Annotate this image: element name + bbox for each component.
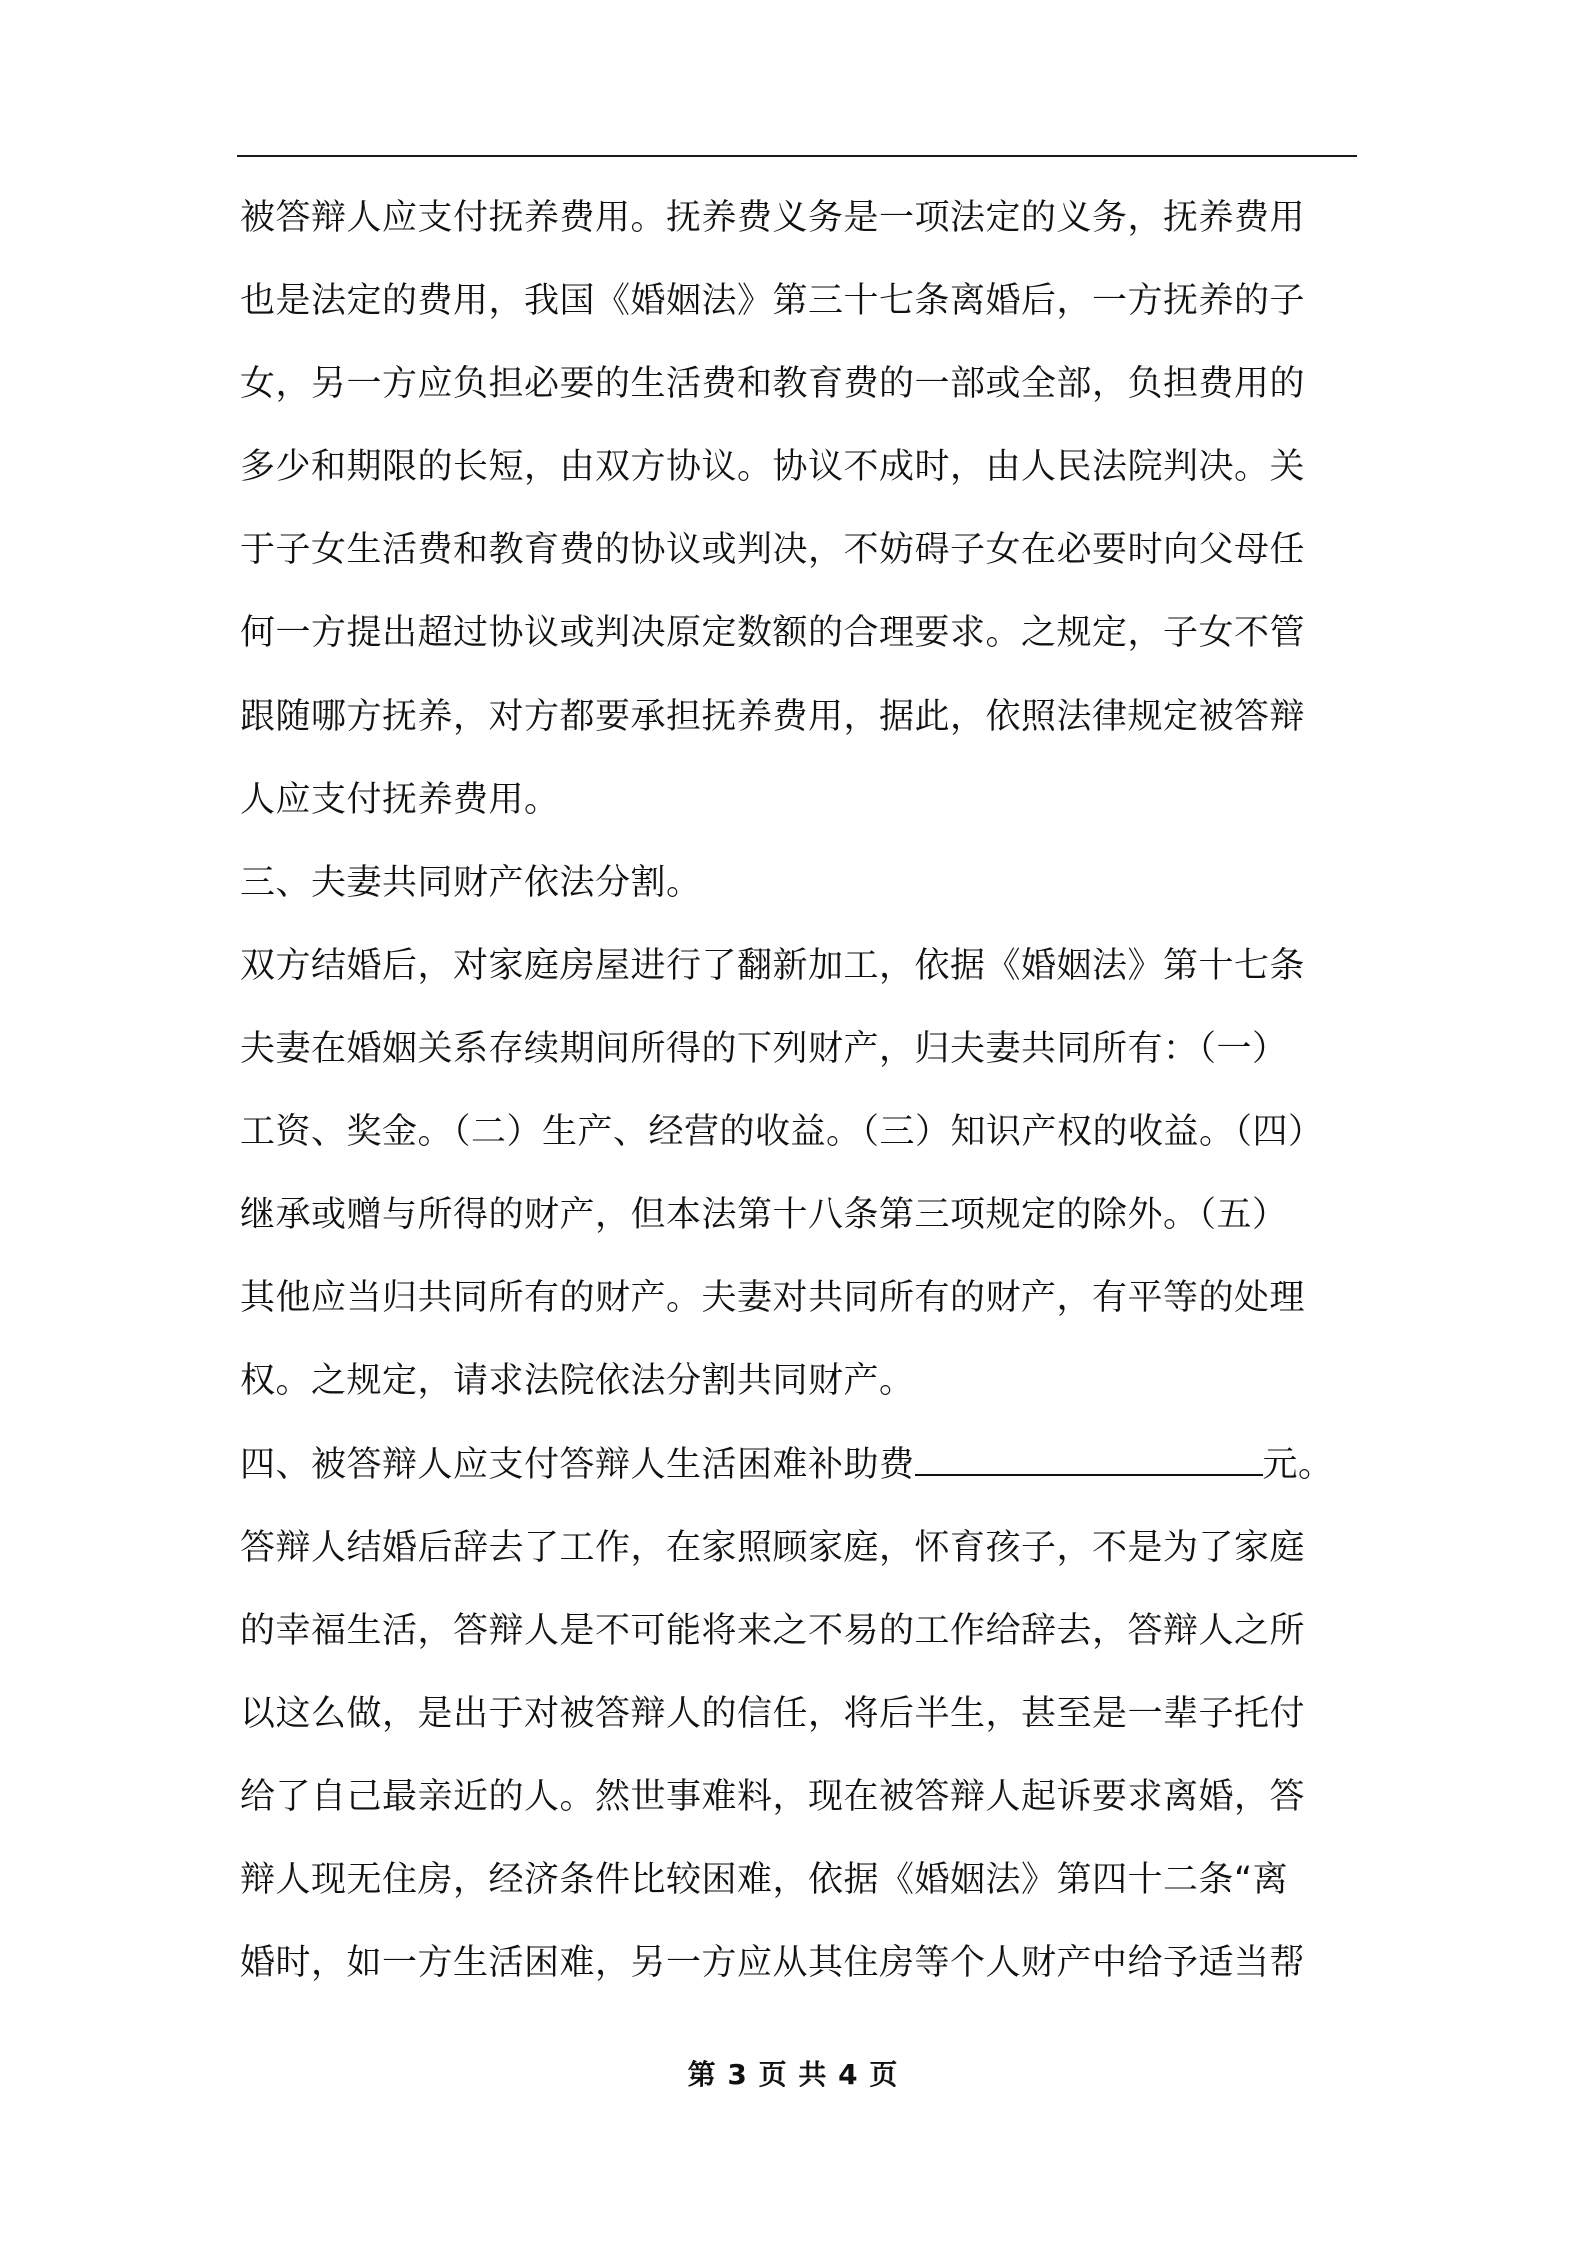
document-body — [240, 198, 1356, 2026]
text-line: 给了自己最亲近的人。然世事难料，现在被答辩人起诉要求离婚，答 — [240, 1776, 1306, 1817]
text-line: 其他应当归共同所有的财产。夫妻对共同所有的财产，有平等的处理 — [240, 1278, 1306, 1319]
text-line: 婚时，如一方生活困难，另一方应从其住房等个人财产中给予适当帮 — [240, 1942, 1306, 1983]
text-line: 也是法定的费用，我国《婚姻法》第三十七条离婚后，一方抚养的子 — [240, 281, 1306, 322]
text-line: 以这么做，是出于对被答辩人的信任，将后半生，甚至是一辈子托付 — [240, 1693, 1306, 1734]
item4-text: 四、被答辩人应支付答辩人生活困难补助费 — [240, 1445, 915, 1486]
text-line: 夫妻在婚姻关系存续期间所得的下列财产，归夫妻共同所有：（一） — [240, 1028, 1288, 1069]
text-line: 权。之规定，请求法院依法分割共同财产。 — [240, 1361, 915, 1402]
text-line: 工资、奖金。（二）生产、经营的收益。（三）知识产权的收益。（四） — [240, 1112, 1324, 1153]
page-number: 第 3 页 共 4 页 — [687, 2058, 899, 2091]
section-heading-3: 三、夫妻共同财产依法分割。 — [240, 862, 702, 903]
amount-blank — [915, 1444, 1263, 1476]
text-line: 答辩人结婚后辞去了工作，在家照顾家庭，怀育孩子，不是为了家庭 — [240, 1527, 1306, 1568]
text-line: 的幸福生活，答辩人是不可能将来之不易的工作给辞去，答辩人之所 — [240, 1610, 1306, 1651]
text-line: 辩人现无住房，经济条件比较困难，依据《婚姻法》第四十二条“离 — [240, 1859, 1289, 1900]
text-line: 女，另一方应负担必要的生活费和教育费的一部或全部，负担费用的 — [240, 364, 1306, 405]
text-line: 于子女生活费和教育费的协议或判决，不妨碍子女在必要时向父母任 — [240, 530, 1306, 571]
text-line: 多少和期限的长短，由双方协议。协议不成时，由人民法院判决。关 — [240, 447, 1306, 488]
item4-unit: 元。 — [1262, 1445, 1334, 1486]
text-line: 继承或赠与所得的财产，但本法第十八条第三项规定的除外。（五） — [240, 1195, 1288, 1236]
text-line: 被答辩人应支付抚养费用。抚养费义务是一项法定的义务，抚养费用 — [240, 198, 1306, 238]
section-heading-4 — [240, 1444, 1356, 1485]
text-line: 何一方提出超过协议或判决原定数额的合理要求。之规定，子女不管 — [240, 613, 1306, 654]
text-line: 人应支付抚养费用。 — [240, 779, 560, 820]
header-rule — [237, 155, 1357, 157]
text-line: 跟随哪方抚养，对方都要承担抚养费用，据此，依照法律规定被答辩 — [240, 696, 1306, 737]
text-line: 双方结婚后，对家庭房屋进行了翻新加工，依据《婚姻法》第十七条 — [240, 945, 1306, 986]
